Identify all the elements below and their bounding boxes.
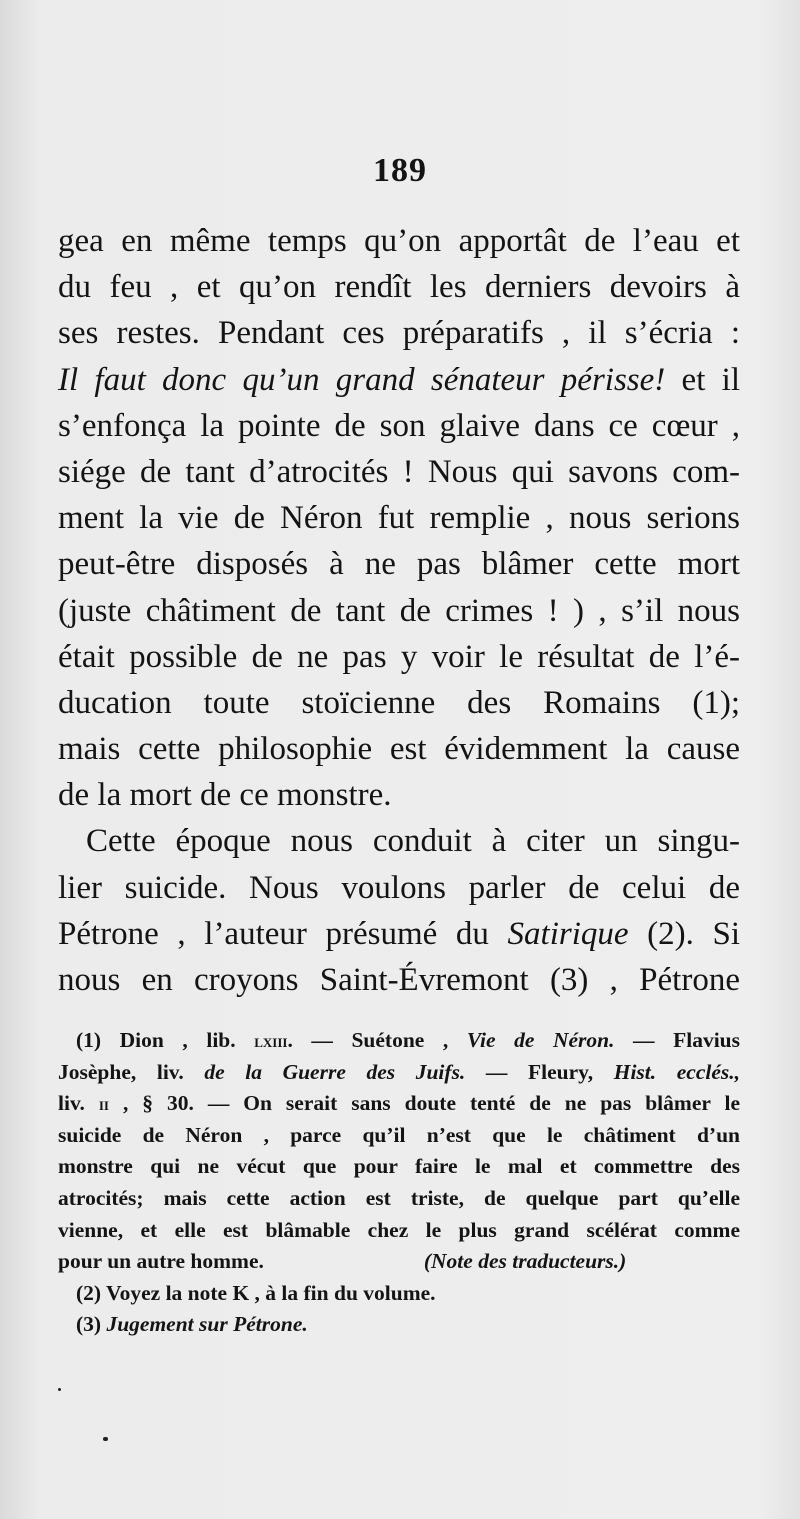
text-fragment: , § 30. — On serait sans doute tenté de ne pas blâmer le bbox=[108, 1091, 740, 1116]
title-italic: Vie de Néron. bbox=[466, 1028, 615, 1052]
text-fragment: Josèphe, liv. bbox=[58, 1059, 205, 1084]
text-fragment: (2). Si bbox=[628, 915, 741, 952]
text-line: de la mort de ce monstre. bbox=[58, 777, 392, 814]
title-italic: Satirique bbox=[507, 915, 629, 952]
footnotes bbox=[58, 1025, 740, 1341]
text-line bbox=[58, 911, 740, 957]
ink-speck bbox=[103, 1437, 108, 1441]
footnote-line: (2) Voyez la note K , à la fin du volume. bbox=[76, 1280, 436, 1305]
text-fragment: liv. bbox=[58, 1091, 99, 1116]
footnote-line bbox=[58, 1025, 740, 1057]
ink-speck bbox=[58, 1388, 61, 1391]
text-line: ducation toute stoïcienne des Romains (1); bbox=[58, 684, 740, 721]
text-line: était possible de ne pas y voir le résultat de l’é- bbox=[58, 638, 740, 675]
footnote-line: suicide de Néron , parce qu’il n’est que le châtiment d’un bbox=[58, 1122, 740, 1147]
footnote-line: monstre qui ne vécut que pour faire le mal et commettre des bbox=[58, 1154, 740, 1179]
text-line: mais cette philosophie est évidemment la cause bbox=[58, 731, 740, 768]
text-fragment: . — Suétone , bbox=[287, 1028, 467, 1052]
text-line: ment la vie de Néron fut remplie , nous serions bbox=[58, 500, 740, 537]
footnote-line: atrocités; mais cette action est triste, de quelque part qu’elle bbox=[58, 1185, 740, 1210]
main-text bbox=[58, 218, 740, 1003]
text-fragment: Pétrone , l’auteur présumé du bbox=[58, 915, 508, 952]
text-fragment: (1) Dion , lib. bbox=[76, 1028, 255, 1052]
footnote-line bbox=[58, 1088, 740, 1120]
text-line: gea en même temps qu’on apportât de l’eau et bbox=[58, 223, 740, 259]
page-number: 189 bbox=[373, 152, 427, 189]
title-italic: de la Guerre des Juifs. bbox=[204, 1059, 466, 1084]
text-line: (juste châtiment de tant de crimes ! ) , s’il nous bbox=[58, 592, 740, 629]
title-italic: Hist. ecclés., bbox=[613, 1059, 740, 1084]
text-line: lier suicide. Nous voulons parler de celui de bbox=[58, 869, 740, 906]
quote-italic: Il faut donc qu’un grand sénateur périsse! bbox=[58, 361, 666, 398]
footnote-line bbox=[58, 1246, 740, 1278]
text-fragment: et il bbox=[665, 361, 740, 398]
text-line: peut-être disposés à ne pas blâmer cette mort bbox=[58, 546, 740, 583]
text-fragment: pour un autre homme. bbox=[58, 1249, 264, 1274]
text-line: Cette époque nous conduit à citer un singu- bbox=[86, 823, 740, 860]
footnote-line: vienne, et elle est blâmable chez le plus grand scélérat comme bbox=[58, 1217, 740, 1242]
title-italic: Jugement sur Pétrone. bbox=[106, 1312, 308, 1337]
text-line: ses restes. Pendant ces préparatifs , il s’écria : bbox=[58, 315, 740, 352]
footnote-line bbox=[58, 1057, 740, 1089]
text-line bbox=[58, 357, 740, 403]
footnote-line bbox=[58, 1309, 740, 1341]
text-line: siége de tant d’atrocités ! Nous qui savons com- bbox=[58, 453, 740, 490]
text-line: s’enfonça la pointe de son glaive dans ce cœur , bbox=[58, 407, 740, 444]
small-caps-numeral: ii bbox=[98, 1094, 109, 1115]
text-fragment: — Flavius bbox=[614, 1028, 741, 1052]
text-line: nous en croyons Saint-Évremont (3) , Pétrone bbox=[58, 962, 740, 998]
translator-note-italic: (Note des traducteurs.) bbox=[423, 1249, 627, 1274]
text-line: du feu , et qu’on rendît les derniers devoirs à bbox=[58, 269, 740, 306]
text-fragment: (3) bbox=[76, 1312, 107, 1337]
small-caps-numeral: lxiii bbox=[254, 1031, 288, 1051]
text-fragment: — Fleury, bbox=[465, 1059, 614, 1084]
